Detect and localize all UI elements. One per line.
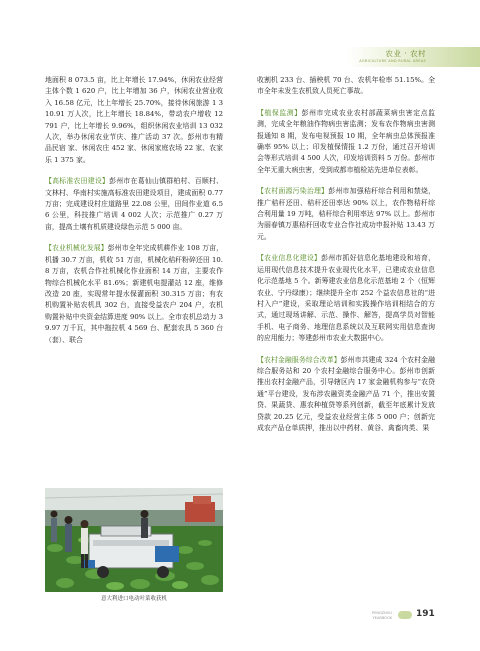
section-farmland [45,176,223,233]
section-title: 【农村金融服务综合改革】 [257,355,341,364]
photo-caption: 意大利进口电动叶菜收获机 [100,596,167,602]
section-pollution-control [257,186,435,243]
left-column [45,75,223,346]
right-column [257,75,435,434]
footer-yearbook-mark [352,611,392,620]
section-body: 彭州市加强秸秆综合利用和禁烧，推广秸秆还田、秸秆还田率达 90% 以上，农作物秸秆综合利用量 19 万吨，秸秆综合利用率达 97% 以上。彭州市为丽春镇万惠秸秆回收专业合作社成功申报补贴 13.43 万元。 [257,187,436,241]
section-plant-protection [257,108,435,176]
section-body: 彭州市共建成 324 个农村金融综合服务站和 20 个农村金融综合服务中心。彭州市创新推出农村金融产品，引导辖区内 17 家金融机构参与“农贷通”平台建设，发布涉农融资类金融产品 71 个，推出安置贷、果蔬贷、惠农种植贷等系列创新，截至年底累计发放贷款 20.25 亿元，受益农业经营主体 5 000 户；创新完成农产品仓单质押，推出以中药材、黄谷、禽畜肉类、果 [257,355,435,432]
section-body: 彭州市在葛仙山镇群柏村、百顺村、文林村、华南村实施高标准农田建设项目，建成面积 0.77 万亩；完成建设村庄道路里 22.08 公里，田间作业道 6.56 公里，科技推广培训 4 002 人次；示范推广 0.27 万亩，提高土壤有机质建设绿色示范 5 000 亩。 [45,177,224,231]
section-title: 【农村面源污染治理】 [257,187,329,196]
footer-accent-bar [398,611,412,619]
page-number: 191 [416,609,435,619]
running-header-title: 农业 · 农村 [385,49,426,58]
footer-line-1: PENGZHOU [372,611,392,615]
section-mechanization [45,243,223,346]
section-rural-finance [257,355,435,435]
section-body: 彭州市抓好信息化基地建设和培育，运用现代信息技术提升农业现代化水平，已建成农业信息化示范基地 5 个。新筹建农业信息化示范基地 2 个（恒辉农业、宁丹绿康）；继续提升全市 252 个益农信息社的“进村入户”建设，采取理论培训和实践操作培训相结合的方式，通过现场讲解、示范、操作、解答，提高学员对智能手机、电子商务、地理信息系统以及互联网实用信息查询的应用能力；等建彭州市农业大数据中心。 [257,254,436,343]
running-header-subtitle: AGRICULTURE AND RURAL AREAS [359,59,426,63]
section-informatization [257,253,435,344]
section-title: 【植保监测】 [257,108,302,117]
left-paragraph-1: 地面积 8 073.5 亩，比上年增长 17.94%，休闲农业经营主体个数 1 620 户，比上年增加 36 户，休闲农业营业收入 16.58 亿元，比上年增长 25.70%，接待休闲旅游 1 310.91 万人次，比上年增长 18.84%，带动农户增收 12 791 户，比上年增长 9.96%，组织休闲农业培训 13 032 人次，举办休闲农业节庆、推广活动 37 次。彭州市有精品民宿 家、休闲农庄 452 家、休闲家庭农场 22 家、农家乐 1 375 家。 [45,76,223,164]
section-body: 彭州市完成农业农村部蔬菜病虫害定点监测，完成全年粮油作物病虫害监测；发布农作物病虫害测报通知 8 期，发布电视预报 10 期，全年病虫总体预报准确率 95% 以上；印发植保情报 1.2 万份，通过召开培训会等形式培训 4 500 人次，印发培训资料 5 万份。彭州市全年无重大病虫害，受到成都市植检站先进单位表彰。 [257,108,436,174]
harvester-photo [45,488,223,592]
section-title: 【农业信息化建设】 [257,254,322,263]
section-title: 【高标准农田建设】 [45,177,110,186]
footer-line-2: YEARBOOK [372,615,392,620]
section-body: 彭州市全年完成机耕作业 108 万亩，机播 30.7 万亩，机收 51 万亩，机械化秸秆粉碎还田 10.8 万亩，农机合作社机械化作业面积 14 万亩，主要农作物综合机械化水平 81.6%；新建机电提灌站 12 座，维修改造 20 座，实现常年提水保灌面积 30.315 万亩；有农机购置补贴农机具 302 台，直接受益农户 204 户，农机购置补贴中央资金结算进度 90% 以上。全市农机总动力 39.97 万千瓦，其中拖拉机 4 569 台、配套农具 5 360 台（套）、联合 [45,244,223,344]
section-title: 【农业机械化发展】 [45,244,108,253]
right-paragraph-1: 收割机 233 台、插秧机 70 台、农机年检率 51.15%。全市全年未发生农机致人员死亡事故。 [257,76,435,96]
